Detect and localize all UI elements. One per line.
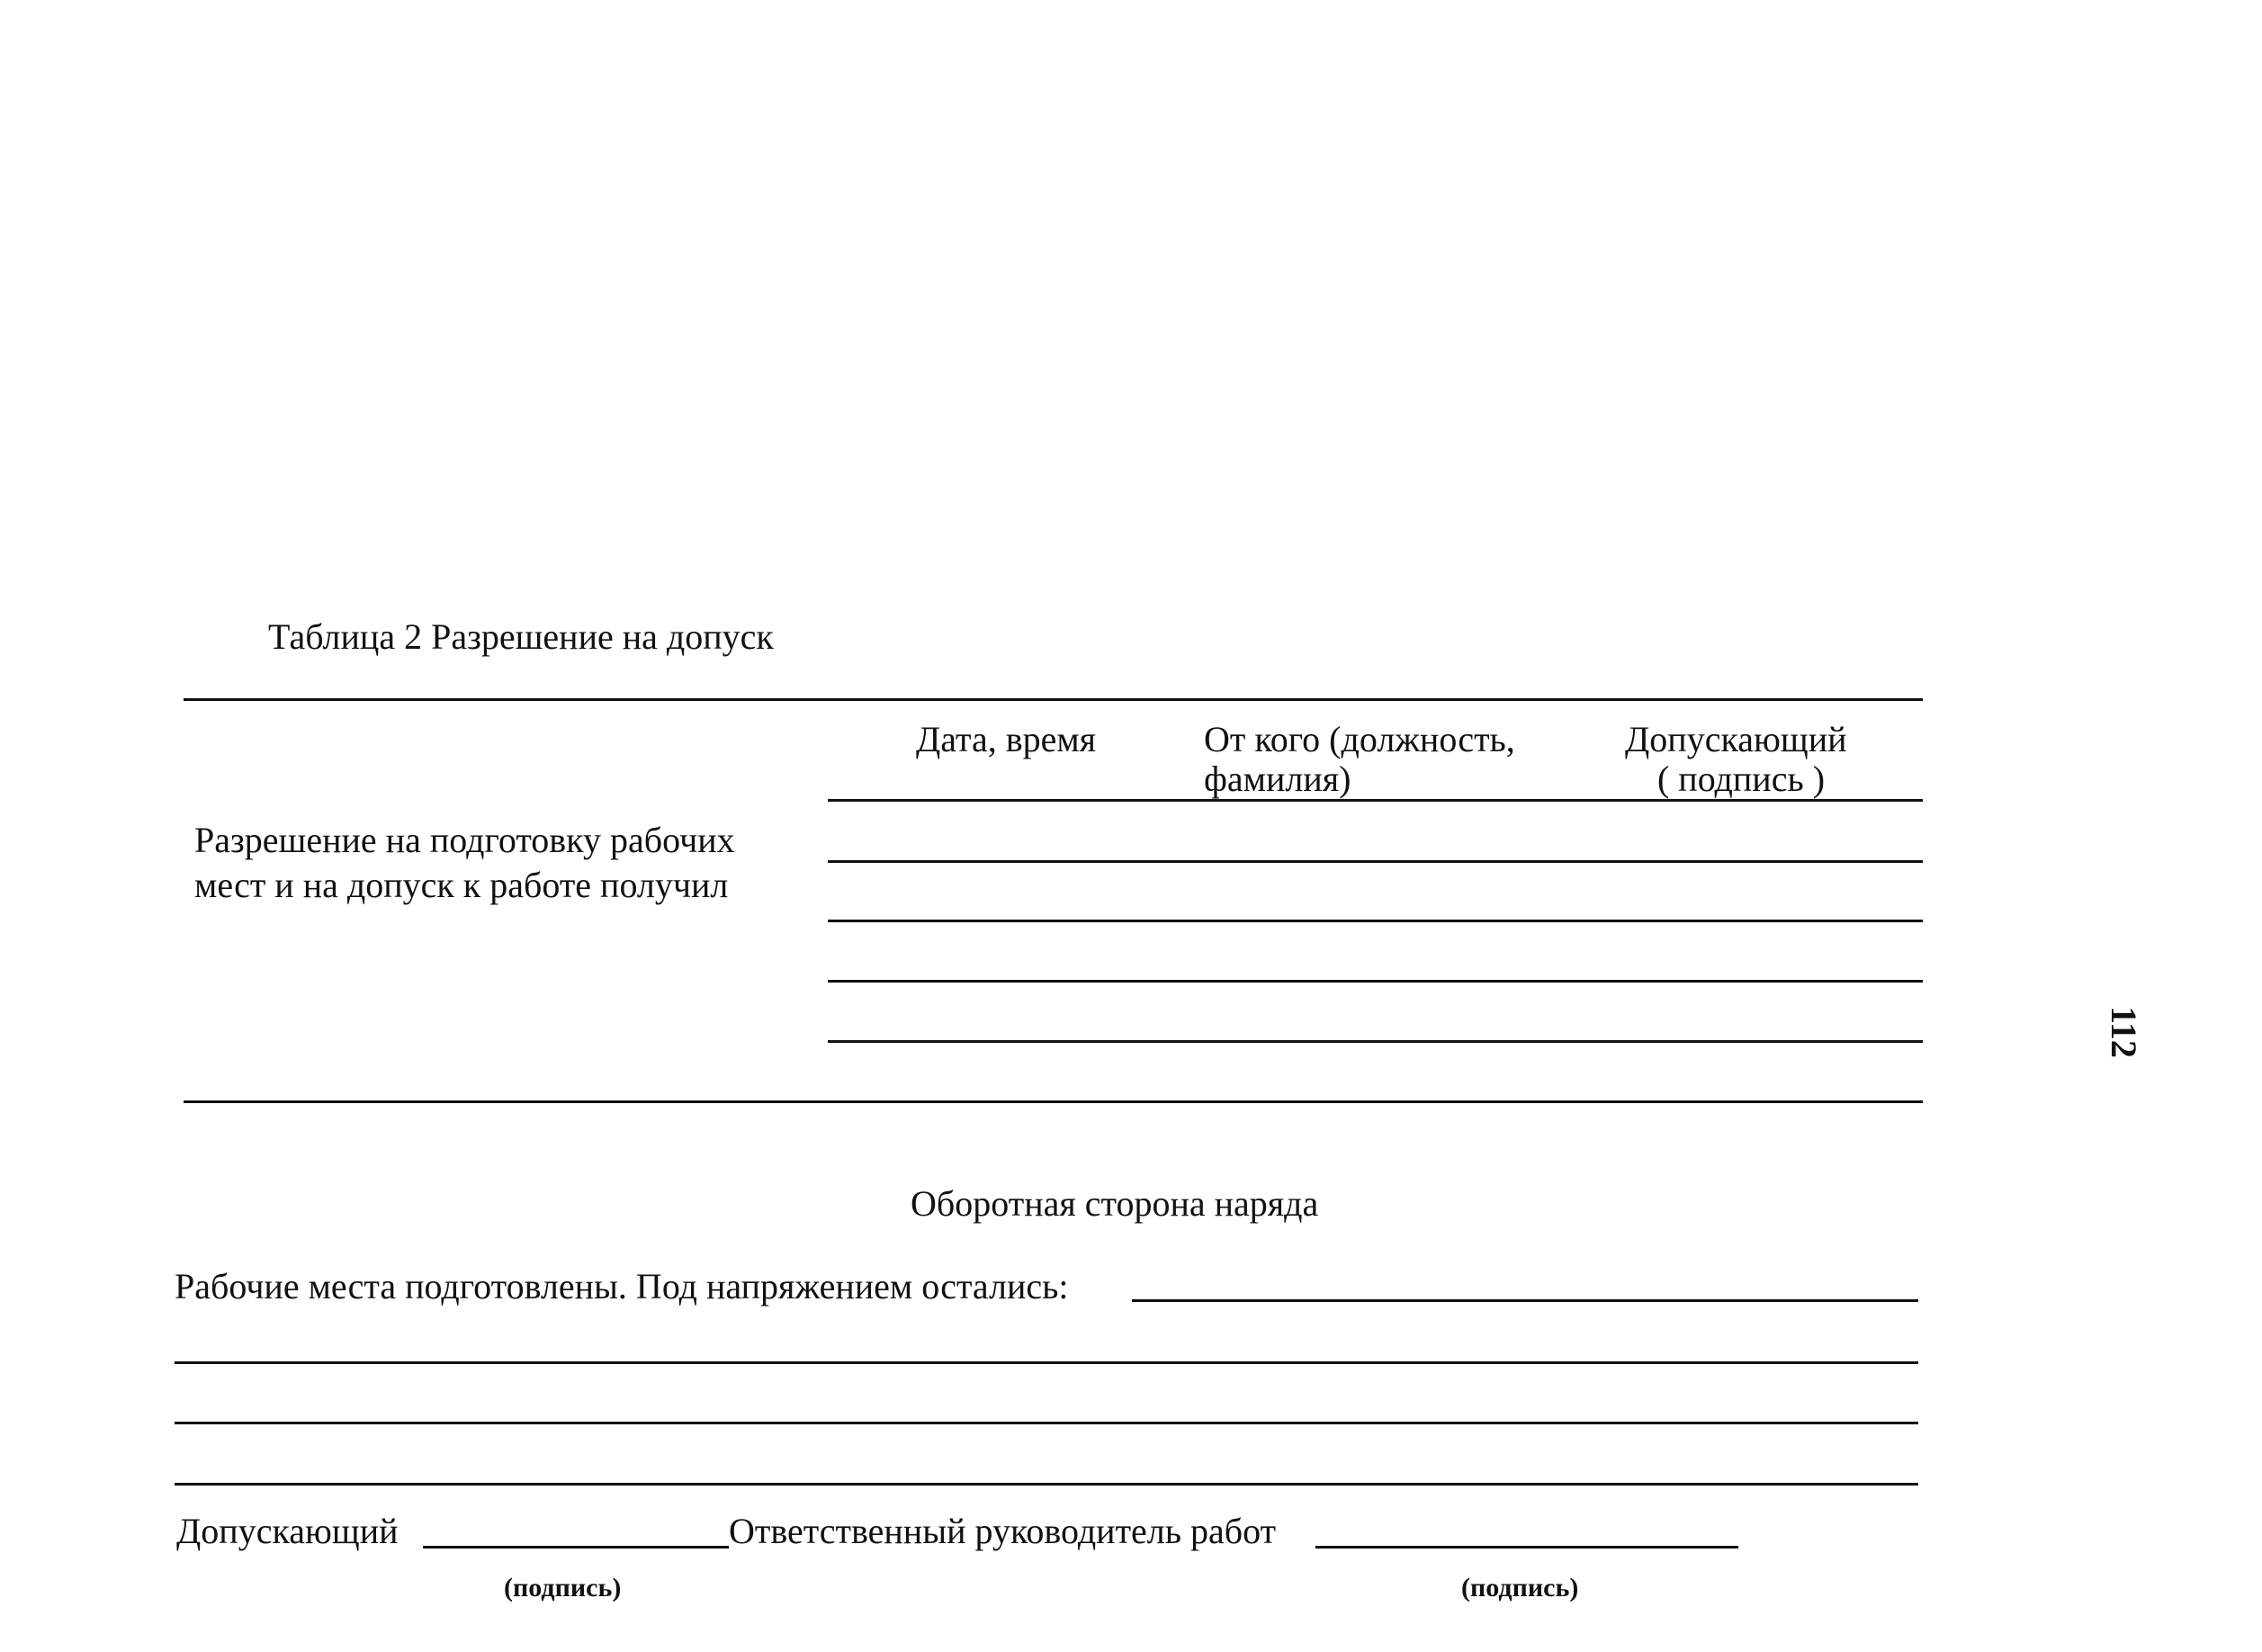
signature-hint-manager: (подпись) bbox=[1461, 1573, 1579, 1603]
column-header-from-line2: фамилия) bbox=[1204, 759, 1351, 799]
manager-label: Ответственный руководитель работ bbox=[729, 1511, 1277, 1551]
entry-line-1 bbox=[828, 860, 1923, 863]
table-top-border bbox=[184, 698, 1923, 701]
table-bottom-border bbox=[184, 1100, 1923, 1103]
admitter-label: Допускающий bbox=[176, 1511, 399, 1551]
fill-line-3 bbox=[175, 1483, 1918, 1486]
entry-line-3 bbox=[828, 980, 1923, 983]
fill-line-2 bbox=[175, 1422, 1918, 1424]
entry-line-2 bbox=[828, 920, 1923, 922]
reverse-side-title: Оборотная сторона наряда bbox=[911, 1183, 1319, 1224]
header-divider bbox=[828, 799, 1923, 802]
workplaces-text: Рабочие места подготовлены. Под напряжением остались: bbox=[175, 1266, 1069, 1306]
column-header-date: Дата, время bbox=[916, 719, 1097, 759]
column-header-admitter-line1: Допускающий bbox=[1625, 719, 1847, 759]
fill-line-1 bbox=[175, 1361, 1918, 1364]
row-label-line2: мест и на допуск к работе получил bbox=[194, 865, 729, 905]
entry-line-4 bbox=[828, 1040, 1923, 1043]
page-number: 112 bbox=[2104, 1006, 2144, 1058]
signature-hint-admitter: (подпись) bbox=[504, 1573, 622, 1603]
admitter-signature-line bbox=[423, 1546, 729, 1549]
column-header-from-line1: От кого (должность, bbox=[1204, 719, 1515, 759]
table-caption: Таблица 2 Разрешение на допуск bbox=[268, 616, 774, 657]
row-label-line1: Разрешение на подготовку рабочих bbox=[194, 820, 735, 860]
manager-signature-line bbox=[1315, 1546, 1738, 1549]
column-header-admitter-line2: ( подпись ) bbox=[1656, 759, 1826, 799]
page-number-container bbox=[2069, 1006, 2177, 1063]
workplaces-fill-line bbox=[1132, 1299, 1918, 1302]
